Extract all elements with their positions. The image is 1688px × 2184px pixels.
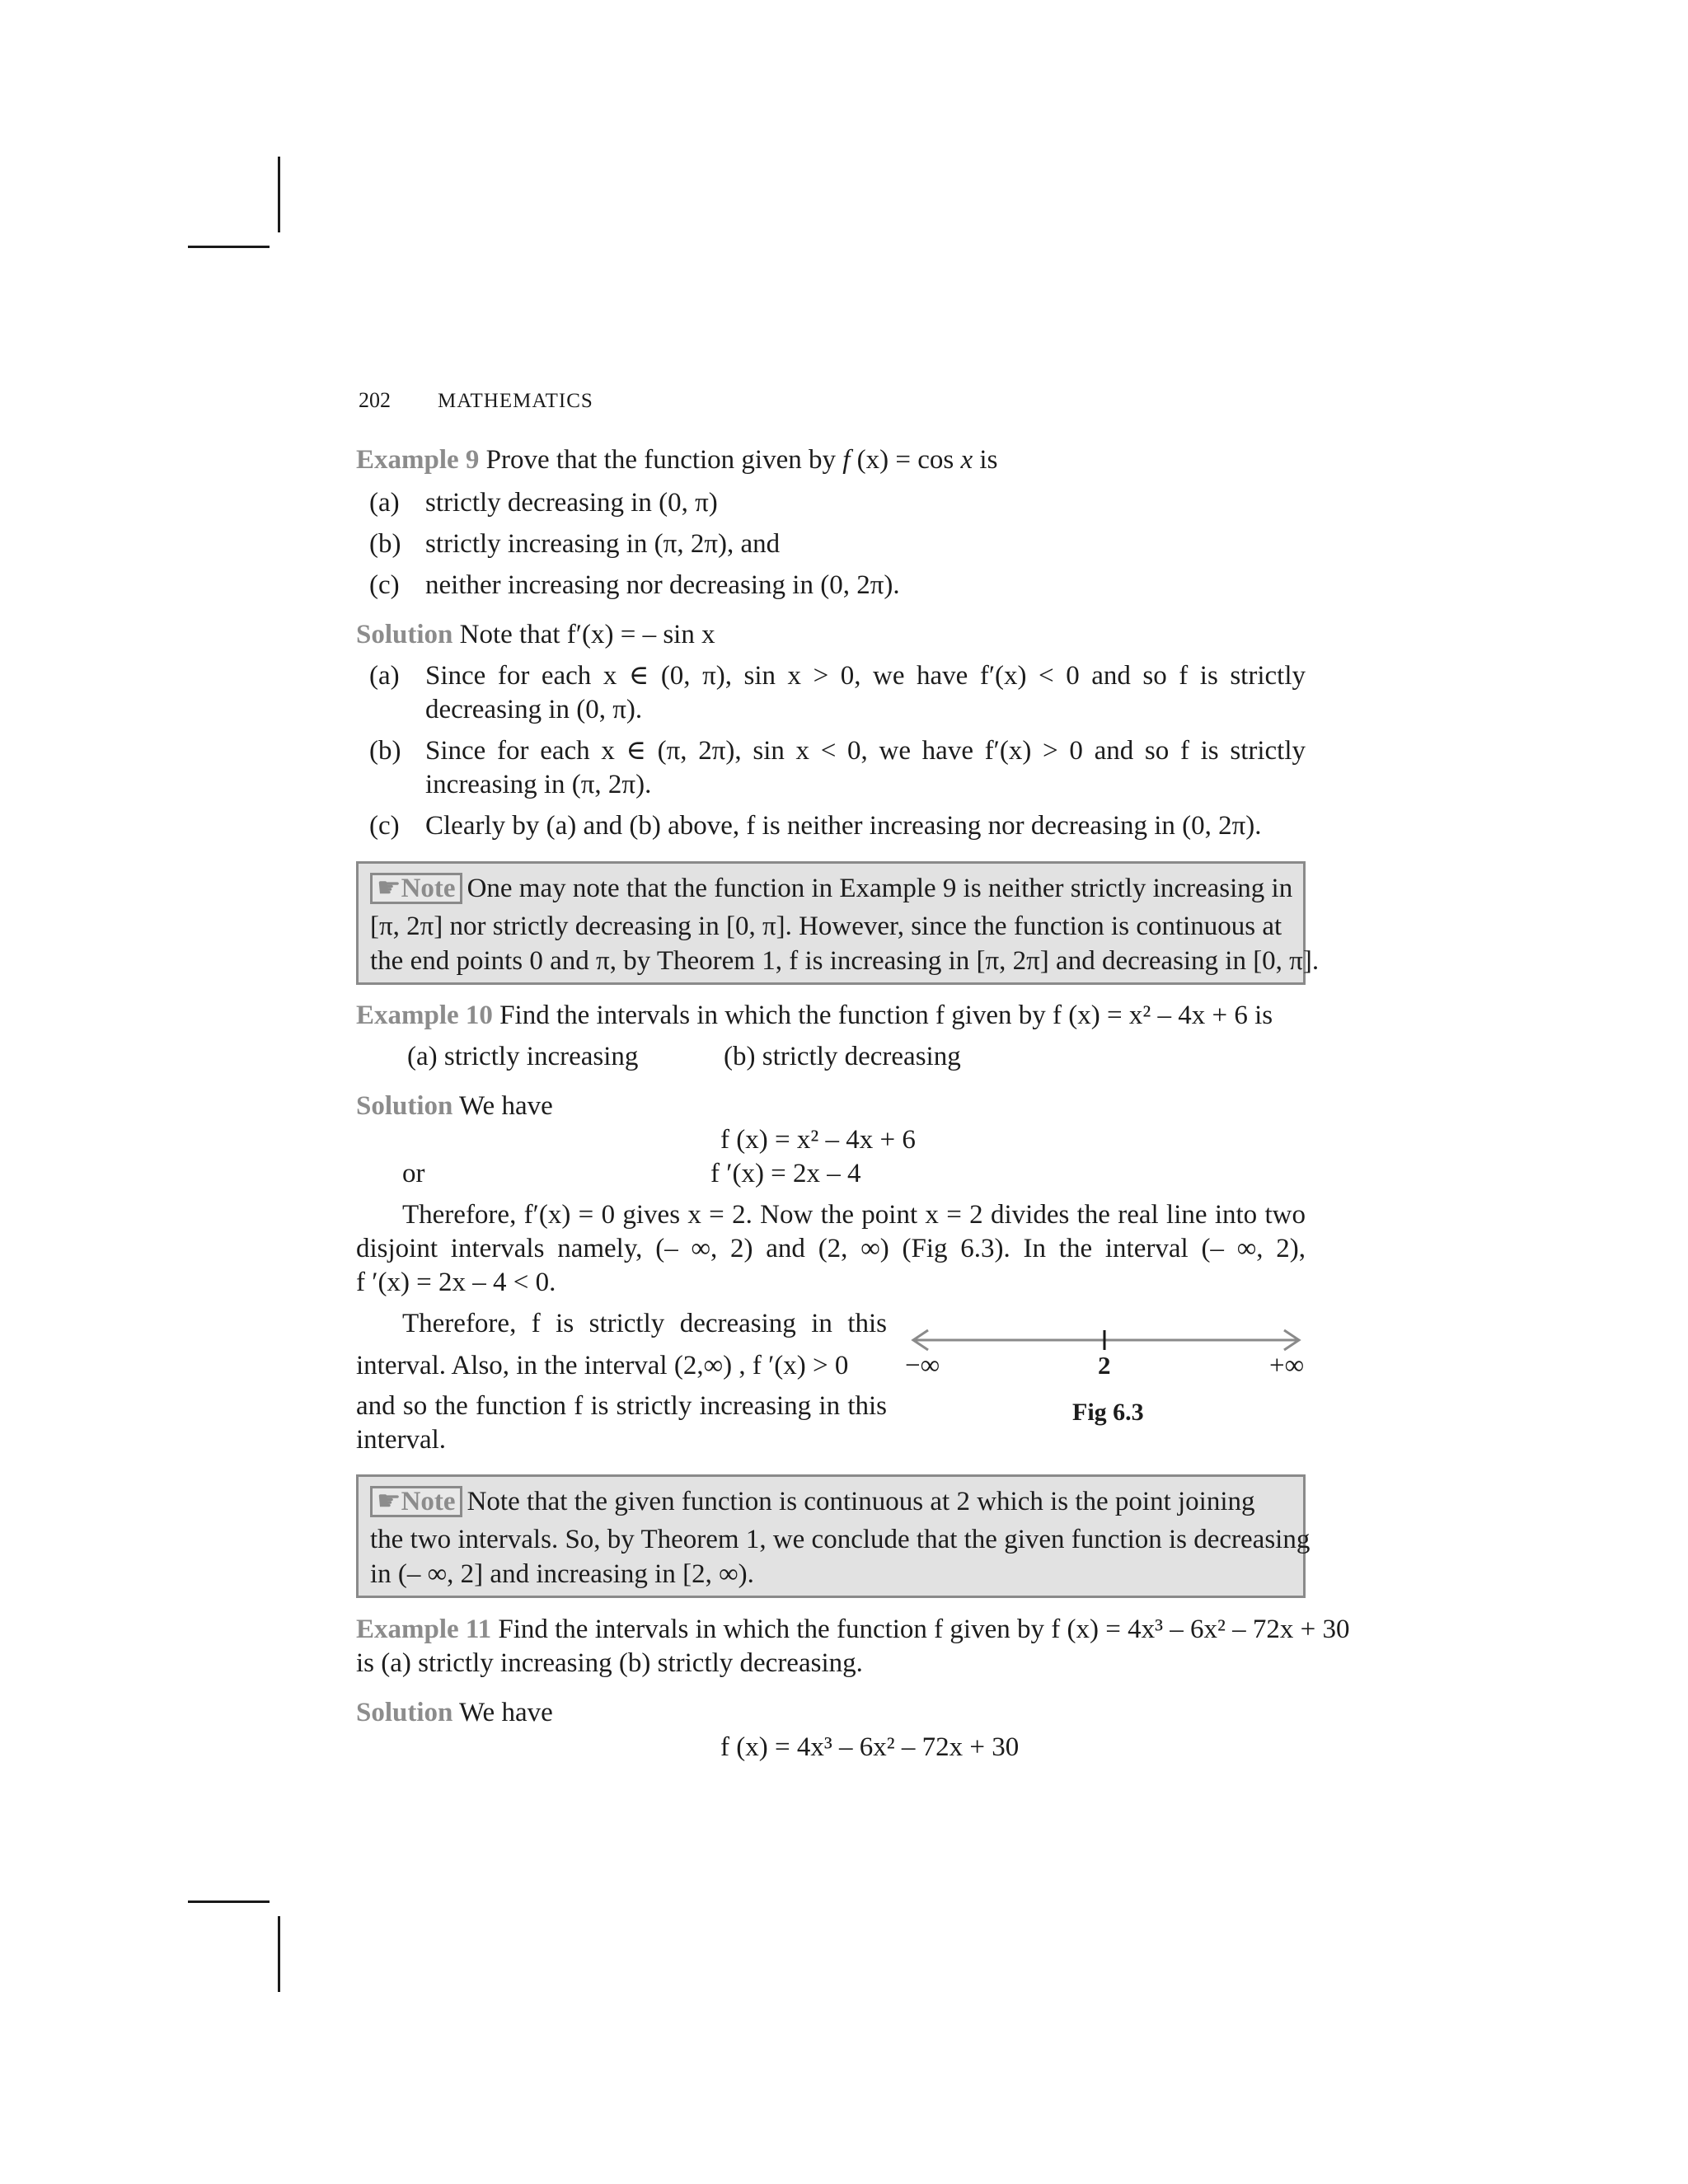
note-1-line-3: the end points 0 and π, by Theorem 1, f is increasing in [π, 2π] and decreasing in [0, π]. — [370, 946, 1320, 976]
example-9-label: Example 9 — [356, 445, 480, 475]
equation-f: f (x) = x² – 4x + 6 — [720, 1125, 916, 1155]
example-9-item-tag: (b) — [369, 529, 401, 559]
example-9-item-tag: (a) — [369, 488, 400, 518]
solution-11-intro: Solution We have — [356, 1698, 553, 1727]
example-9-item-text: strictly decreasing in (0, π) — [425, 488, 718, 518]
axis-label-minus-infinity: −∞ — [905, 1351, 940, 1380]
page-number: 202 — [359, 388, 391, 412]
example-11-label: Example 11 — [356, 1615, 492, 1644]
paragraph-line: Therefore, f′(x) = 0 gives x = 2. Now the point x = 2 divides the real line into two — [402, 1200, 1306, 1230]
paragraph-line: disjoint intervals namely, (– ∞, 2) and (2, ∞) (Fig 6.3). In the interval (– ∞, 2), — [356, 1234, 1306, 1263]
note-box-2 — [356, 1474, 1311, 1598]
axis-label-2: 2 — [1098, 1351, 1111, 1380]
or-word: or — [402, 1159, 425, 1188]
solution-9-c-line-1: Clearly by (a) and (b) above, f is neither increasing nor decreasing in (0, 2π). — [425, 811, 1262, 841]
example-10-label: Example 10 — [356, 1001, 493, 1030]
pointing-hand-icon: ☛ — [377, 874, 401, 903]
note-1-line-1: ☛Note One may note that the function in Example 9 is neither strictly increasing in — [370, 872, 1292, 905]
solution-9-tag-b: (b) — [369, 736, 401, 766]
example-11-statement-line-2: is (a) strictly increasing (b) strictly decreasing. — [356, 1648, 863, 1678]
running-head: MATHEMATICS — [438, 390, 593, 412]
solution-9-tag-c: (c) — [369, 811, 400, 841]
solution-label: Solution — [356, 1091, 453, 1121]
paragraph-line: and so the function f is strictly increasing in this — [356, 1391, 887, 1421]
solution-label: Solution — [356, 1698, 453, 1727]
note-tag: ☛Note — [370, 873, 462, 904]
crop-mark-bottom-horizontal — [188, 1900, 270, 1903]
example-9-item-tag: (c) — [369, 570, 400, 600]
solution-10-intro: Solution We have — [356, 1091, 553, 1121]
solution-9-a-line-1: Since for each x ∈ (0, π), sin x > 0, we have f′(x) < 0 and so f is strictly — [425, 661, 1306, 691]
figure-caption: Fig 6.3 — [1072, 1399, 1144, 1426]
paragraph-line: interval. — [356, 1425, 447, 1455]
crop-mark-top-vertical — [278, 157, 280, 232]
example-10-option-b: (b) strictly decreasing — [724, 1042, 961, 1071]
crop-mark-bottom-vertical — [278, 1916, 280, 1992]
pointing-hand-icon: ☛ — [377, 1487, 401, 1516]
solution-9-b-line-2: increasing in (π, 2π). — [425, 770, 652, 799]
paragraph-line: interval. Also, in the interval (2,∞) , f ′(x) > 0 — [356, 1351, 849, 1380]
note-2-line-3: in (– ∞, 2] and increasing in [2, ∞). — [370, 1559, 754, 1589]
note-1-line-2: [π, 2π] nor strictly decreasing in [0, π]. However, since the function is continuous at — [370, 912, 1282, 941]
example-10-statement: Example 10 Find the intervals in which the function f given by f (x) = x² – 4x + 6 is — [356, 1001, 1273, 1030]
example-9-statement: Example 9 Prove that the function given by f (x) = cos x is — [356, 445, 998, 475]
equation-f-prime: f ′(x) = 2x – 4 — [710, 1159, 861, 1188]
example-9-item-text: neither increasing nor decreasing in (0, 2π). — [425, 570, 900, 600]
crop-mark-top-horizontal — [188, 246, 270, 248]
solution-9-intro: Solution Note that f′(x) = – sin x — [356, 620, 715, 649]
note-2-line-2: the two intervals. So, by Theorem 1, we conclude that the given function is decreasing — [370, 1525, 1311, 1554]
note-box-1 — [356, 861, 1320, 985]
paragraph-line: f ′(x) = 2x – 4 < 0. — [356, 1268, 556, 1297]
note-2-line-1: ☛Note Note that the given function is continuous at 2 which is the point joining — [370, 1485, 1255, 1518]
note-tag: ☛Note — [370, 1486, 462, 1517]
example-11-statement: Example 11 Find the intervals in which the function f given by f (x) = 4x³ – 6x² – 72x + 30 — [356, 1615, 1350, 1644]
paragraph-line: Therefore, f is strictly decreasing in this — [402, 1309, 887, 1338]
solution-label: Solution — [356, 620, 453, 649]
equation-f-cubic: f (x) = 4x³ – 6x² – 72x + 30 — [720, 1732, 1020, 1762]
solution-9-b-line-1: Since for each x ∈ (π, 2π), sin x < 0, we have f′(x) > 0 and so f is strictly — [425, 736, 1306, 766]
axis-label-plus-infinity: +∞ — [1269, 1351, 1305, 1380]
example-10-option-a: (a) strictly increasing — [407, 1042, 639, 1071]
number-line-figure — [907, 1319, 1319, 1368]
solution-9-tag-a: (a) — [369, 661, 400, 691]
solution-9-a-line-2: decreasing in (0, π). — [425, 695, 643, 724]
example-9-item-text: strictly increasing in (π, 2π), and — [425, 529, 781, 559]
